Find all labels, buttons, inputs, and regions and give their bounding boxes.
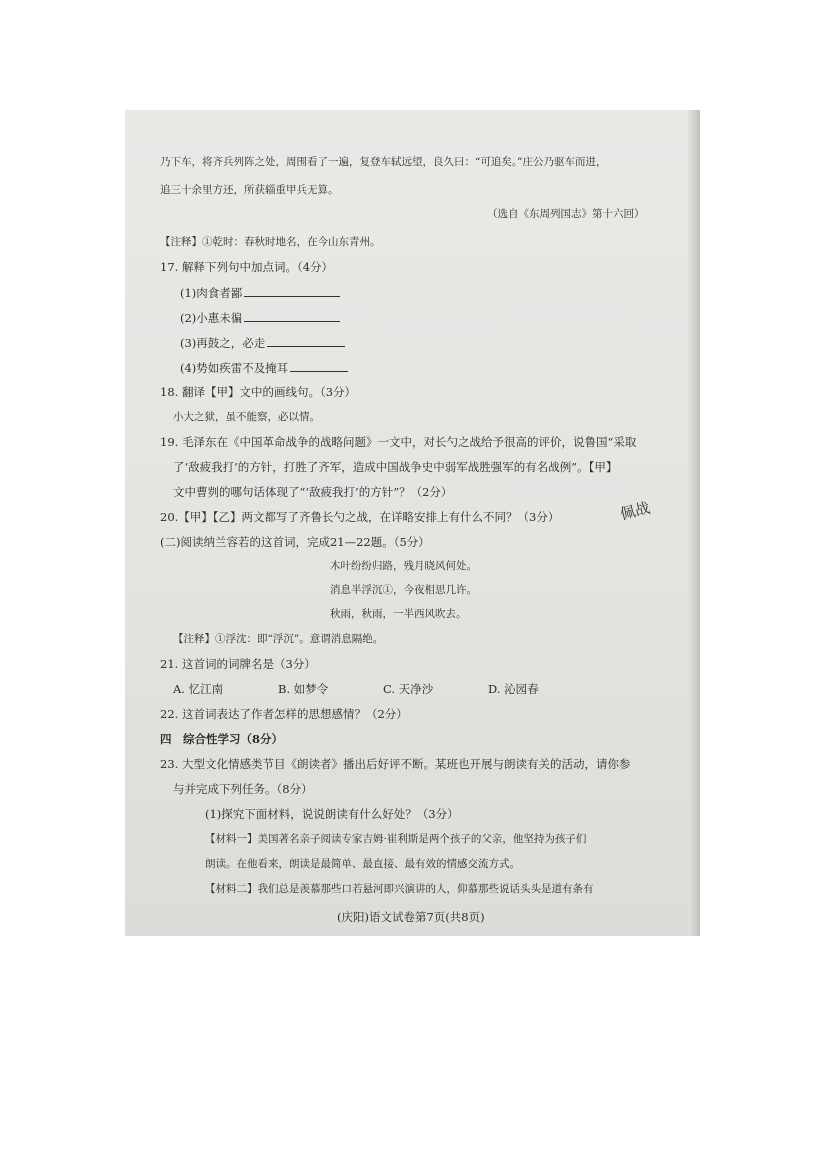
annotation: 【注释】①乾时：春秋时地名，在今山东青州。 [160, 236, 381, 248]
option-b[interactable]: B. 如梦令 [278, 682, 329, 696]
q18-sentence: 小大之狱，虽不能察，必以情。 [173, 411, 320, 423]
material-1: 【材料一】美国著名亲子阅读专家吉姆·崔利斯是两个孩子的父亲，他坚持为孩子们 [205, 833, 587, 845]
option-a[interactable]: A. 忆江南 [173, 682, 224, 696]
material-2: 【材料二】我们总是羡慕那些口若悬河即兴演讲的人，仰慕那些说话头头是道有条有 [205, 883, 594, 895]
question-19: 文中曹刿的哪句话体现了“‘敌疲我打’的方针”？（2分） [173, 485, 453, 499]
question-17: 17. 解释下列句中加点词。（4分） [160, 260, 334, 274]
q17-item-2 [180, 310, 340, 325]
text-line: 乃下车，将齐兵列阵之处，周围看了一遍，复登车轼远望，良久曰：“可追矣。”庄公乃驱车而进， [160, 156, 607, 168]
handwritten-mark: 佩战 [618, 498, 652, 524]
question-19: 了‘敌疲我打’的方针，打胜了齐军，造成中国战争史中弱军战胜强军的有名战例”。【甲】 [173, 460, 618, 474]
page-footer: (庆阳)语文试卷第7页(共8页) [337, 910, 485, 924]
exam-page-photo [125, 110, 700, 936]
question-20: 20.【甲】【乙】两文都写了齐鲁长勺之战，在详略安排上有什么不同？（3分） [160, 510, 560, 524]
poem-line: 消息半浮沉①，今夜相思几许。 [330, 584, 477, 596]
answer-blank[interactable] [290, 360, 348, 372]
q21-options [173, 682, 593, 696]
question-23: 与并完成下列任务。（8分） [173, 782, 313, 796]
q17-item-4-text: (4)势如疾雷不及掩耳 [180, 361, 289, 375]
q23-task-1: (1)探究下面材料，说说朗读有什么好处？（3分） [205, 807, 459, 821]
answer-blank[interactable] [267, 335, 345, 347]
poem-line: 木叶纷纷归路，残月晓风何处。 [330, 560, 477, 572]
q17-item-3-text: (3)再鼓之，必走 [180, 336, 266, 350]
poem-line: 秋雨，秋雨，一半西风吹去。 [330, 608, 467, 620]
question-18: 18. 翻译【甲】文中的画线句。（3分） [160, 385, 357, 399]
question-19: 19. 毛泽东在《中国革命战争的战略问题》一文中，对长勺之战给予很高的评价，说鲁国“采取 [160, 435, 637, 449]
section-2-heading: (二)阅读纳兰容若的这首词，完成21—22题。（5分） [160, 535, 430, 549]
q17-item-1-text: (1)肉食者鄙 [180, 286, 243, 300]
q17-item-3 [180, 335, 345, 350]
source-citation: （选自《东周列国志》第十六回） [487, 208, 645, 220]
q17-item-2-text: (2)小惠未徧 [180, 311, 243, 325]
text-line: 追三十余里方还，所获辎重甲兵无算。 [160, 184, 339, 196]
question-23: 23. 大型文化情感类节目《朗读者》播出后好评不断。某班也开展与朗读有关的活动，请你参 [160, 757, 631, 771]
option-d[interactable]: D. 沁园春 [488, 682, 539, 696]
question-21: 21. 这首词的词牌名是（3分） [160, 657, 316, 671]
q17-item-4 [180, 360, 348, 375]
answer-blank[interactable] [244, 285, 340, 297]
material-1: 朗读。在他看来，朗读是最简单、最直接、最有效的情感交流方式。 [205, 858, 520, 870]
q17-item-1 [180, 285, 340, 300]
answer-blank[interactable] [244, 310, 340, 322]
question-22: 22. 这首词表达了作者怎样的思想感情？（2分） [160, 707, 408, 721]
page-edge-shadow [688, 110, 700, 936]
section-4-heading: 四 综合性学习（8分） [160, 732, 284, 746]
option-c[interactable]: C. 天净沙 [383, 682, 434, 696]
annotation: 【注释】①浮沈：即“浮沉”。意谓消息隔绝。 [173, 633, 384, 645]
